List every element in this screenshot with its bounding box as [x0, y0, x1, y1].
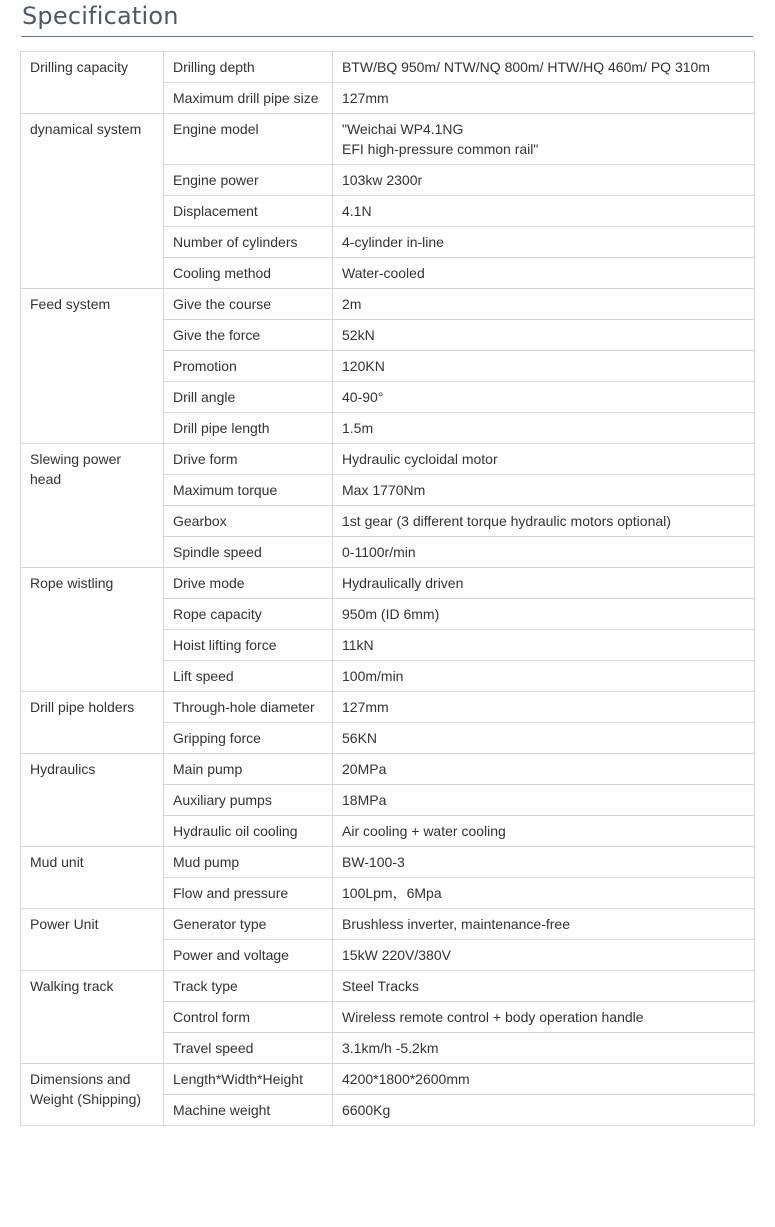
- spec-row: [21, 971, 755, 1002]
- spec-row: [21, 444, 755, 475]
- parameter-label: Hoist lifting force: [164, 630, 333, 661]
- category-cell: dynamical system: [21, 114, 164, 289]
- parameter-value: Water-cooled: [333, 258, 755, 289]
- category-cell: Drill pipe holders: [21, 692, 164, 754]
- parameter-label: Engine power: [164, 165, 333, 196]
- section-heading: [21, 0, 753, 37]
- parameter-value: 52kN: [333, 320, 755, 351]
- parameter-label: Travel speed: [164, 1033, 333, 1064]
- parameter-value: 56KN: [333, 723, 755, 754]
- parameter-value: 11kN: [333, 630, 755, 661]
- parameter-value: 950m (ID 6mm): [333, 599, 755, 630]
- parameter-label: Lift speed: [164, 661, 333, 692]
- parameter-value: 4.1N: [333, 196, 755, 227]
- parameter-label: Maximum torque: [164, 475, 333, 506]
- parameter-value: Steel Tracks: [333, 971, 755, 1002]
- category-cell: Mud unit: [21, 847, 164, 909]
- parameter-label: Mud pump: [164, 847, 333, 878]
- parameter-value: 20MPa: [333, 754, 755, 785]
- parameter-label: Gripping force: [164, 723, 333, 754]
- parameter-value: 3.1km/h -5.2km: [333, 1033, 755, 1064]
- parameter-value: 1.5m: [333, 413, 755, 444]
- parameter-label: Promotion: [164, 351, 333, 382]
- parameter-value: 103kw 2300r: [333, 165, 755, 196]
- parameter-value: 40-90°: [333, 382, 755, 413]
- spec-row: [21, 847, 755, 878]
- parameter-label: Main pump: [164, 754, 333, 785]
- parameter-label: Generator type: [164, 909, 333, 940]
- parameter-value: 1st gear (3 different torque hydraulic motors optional): [333, 506, 755, 537]
- parameter-value: Max 1770Nm: [333, 475, 755, 506]
- parameter-value: 127mm: [333, 83, 755, 114]
- parameter-value: "Weichai WP4.1NG EFI high-pressure common rail": [333, 114, 755, 165]
- parameter-label: Rope capacity: [164, 599, 333, 630]
- parameter-label: Machine weight: [164, 1095, 333, 1126]
- parameter-value: Hydraulic cycloidal motor: [333, 444, 755, 475]
- parameter-value: Air cooling + water cooling: [333, 816, 755, 847]
- spec-row: [21, 909, 755, 940]
- spec-row: [21, 114, 755, 165]
- spec-row: [21, 1064, 755, 1095]
- parameter-value: Brushless inverter, maintenance-free: [333, 909, 755, 940]
- parameter-label: Cooling method: [164, 258, 333, 289]
- parameter-label: Drilling depth: [164, 52, 333, 83]
- parameter-value: 100Lpm，6Mpa: [333, 878, 755, 909]
- parameter-label: Gearbox: [164, 506, 333, 537]
- parameter-value: BTW/BQ 950m/ NTW/NQ 800m/ HTW/HQ 460m/ PQ 310m: [333, 52, 755, 83]
- parameter-label: Drill pipe length: [164, 413, 333, 444]
- spec-row: [21, 52, 755, 83]
- parameter-label: Drill angle: [164, 382, 333, 413]
- parameter-value: 120KN: [333, 351, 755, 382]
- parameter-value: Hydraulically driven: [333, 568, 755, 599]
- parameter-label: Drive mode: [164, 568, 333, 599]
- parameter-label: Maximum drill pipe size: [164, 83, 333, 114]
- parameter-value: BW-100-3: [333, 847, 755, 878]
- parameter-label: Engine model: [164, 114, 333, 165]
- parameter-value: 6600Kg: [333, 1095, 755, 1126]
- parameter-value: 127mm: [333, 692, 755, 723]
- parameter-label: Number of cylinders: [164, 227, 333, 258]
- page-title: Specification: [22, 2, 179, 30]
- parameter-value: 2m: [333, 289, 755, 320]
- category-cell: Walking track: [21, 971, 164, 1064]
- parameter-value: 0-1100r/min: [333, 537, 755, 568]
- parameter-value: 18MPa: [333, 785, 755, 816]
- parameter-label: Through-hole diameter: [164, 692, 333, 723]
- spec-row: [21, 754, 755, 785]
- category-cell: Drilling capacity: [21, 52, 164, 114]
- parameter-value: Wireless remote control + body operation handle: [333, 1002, 755, 1033]
- category-cell: Rope wistling: [21, 568, 164, 692]
- parameter-label: Displacement: [164, 196, 333, 227]
- category-cell: Hydraulics: [21, 754, 164, 847]
- spec-row: [21, 568, 755, 599]
- spec-row: [21, 289, 755, 320]
- parameter-value: 4200*1800*2600mm: [333, 1064, 755, 1095]
- category-cell: Dimensions and Weight (Shipping): [21, 1064, 164, 1126]
- parameter-label: Hydraulic oil cooling: [164, 816, 333, 847]
- specification-table: [20, 51, 755, 1126]
- parameter-value: 100m/min: [333, 661, 755, 692]
- parameter-label: Spindle speed: [164, 537, 333, 568]
- category-cell: Slewing power head: [21, 444, 164, 568]
- spec-row: [21, 692, 755, 723]
- parameter-value: 4-cylinder in-line: [333, 227, 755, 258]
- parameter-label: Control form: [164, 1002, 333, 1033]
- specification-table-body: [21, 52, 755, 1126]
- parameter-value: 15kW 220V/380V: [333, 940, 755, 971]
- parameter-label: Give the force: [164, 320, 333, 351]
- parameter-label: Flow and pressure: [164, 878, 333, 909]
- parameter-label: Auxiliary pumps: [164, 785, 333, 816]
- parameter-label: Track type: [164, 971, 333, 1002]
- parameter-label: Give the course: [164, 289, 333, 320]
- parameter-label: Power and voltage: [164, 940, 333, 971]
- category-cell: Feed system: [21, 289, 164, 444]
- parameter-label: Drive form: [164, 444, 333, 475]
- parameter-label: Length*Width*Height: [164, 1064, 333, 1095]
- category-cell: Power Unit: [21, 909, 164, 971]
